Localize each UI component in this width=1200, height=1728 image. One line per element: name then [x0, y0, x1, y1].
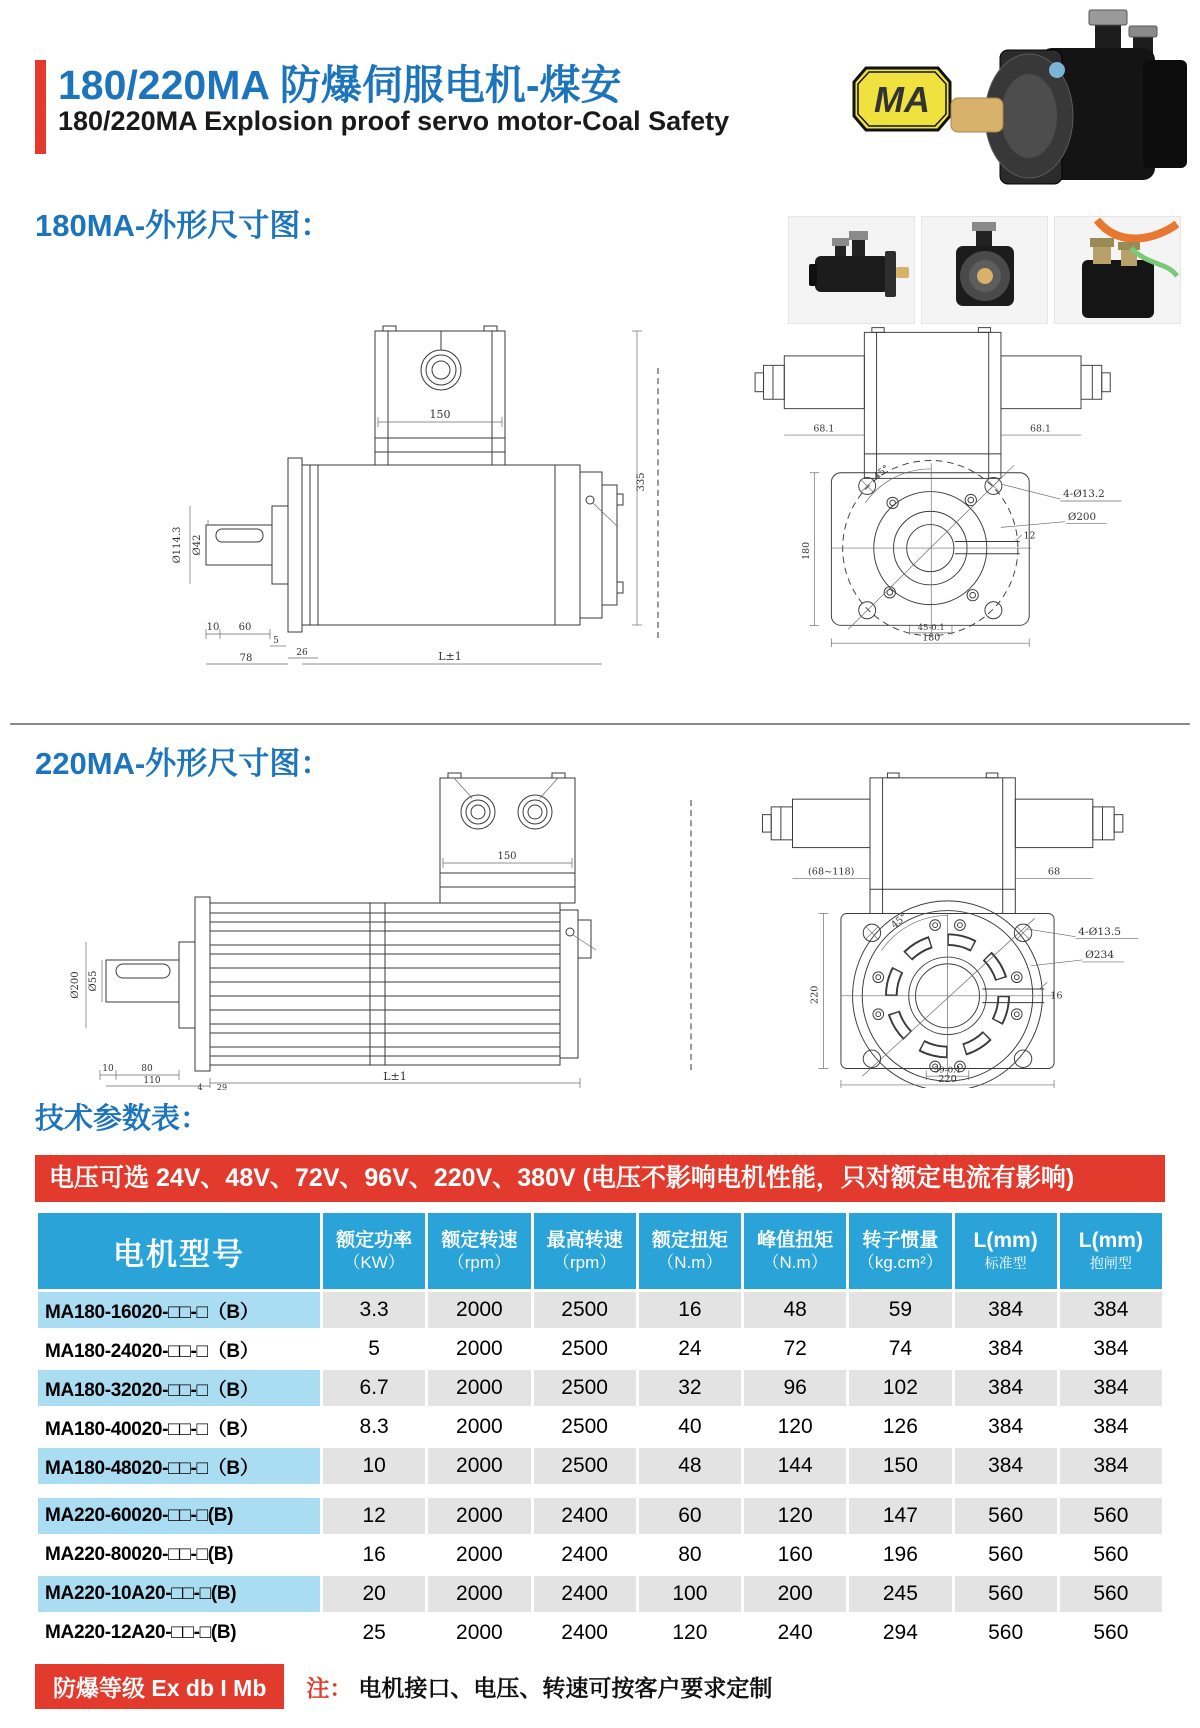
- value-cell: 5: [323, 1331, 425, 1367]
- table-header-row: [38, 1213, 1162, 1289]
- value-cell: 2000: [428, 1448, 530, 1484]
- value-cell: 16: [323, 1537, 425, 1573]
- dim-label: 10: [102, 1064, 114, 1074]
- dim-label: Ø234: [1085, 948, 1115, 962]
- column-header: 电机型号: [38, 1213, 320, 1289]
- model-cell: MA220-60020-□□-□(B): [38, 1498, 320, 1534]
- value-cell: 96: [744, 1370, 846, 1406]
- red-accent-bar: [35, 60, 46, 154]
- photo-thumbnails: [788, 216, 1181, 324]
- dim-label: 12: [1023, 530, 1036, 542]
- drawing-220ma-front-view: [715, 768, 1180, 1088]
- value-cell: 48: [639, 1448, 741, 1484]
- value-cell: 102: [849, 1370, 951, 1406]
- value-cell: 6.7: [323, 1370, 425, 1406]
- value-cell: 20: [323, 1576, 425, 1612]
- dim-label: Ø55: [88, 970, 99, 992]
- drawing-separator: [690, 800, 692, 1070]
- value-cell: 2000: [428, 1615, 530, 1651]
- value-cell: 10: [323, 1448, 425, 1484]
- value-cell: 384: [955, 1448, 1057, 1484]
- value-cell: 8.3: [323, 1409, 425, 1445]
- explosion-rating-badge: 防爆等级 Ex db I Mb: [35, 1664, 284, 1709]
- column-header: 转子惯量 （kg.cm²）: [849, 1213, 951, 1289]
- value-cell: 2000: [428, 1576, 530, 1612]
- dim-label: 150: [429, 408, 451, 421]
- dim-label: 68: [1047, 866, 1061, 878]
- value-cell: 560: [955, 1498, 1057, 1534]
- column-header: 最高转速 （rpm）: [534, 1213, 636, 1289]
- section-title-180ma: 180MA-外形尺寸图：: [35, 208, 332, 243]
- value-cell: 72: [744, 1331, 846, 1367]
- dim-label: 220: [809, 985, 821, 1005]
- value-cell: 2500: [534, 1448, 636, 1484]
- voltage-note-banner: 电压可选 24V、48V、72V、96V、220V、380V (电压不影响电机性能，只对额定电流有影响): [35, 1155, 1165, 1202]
- value-cell: 147: [849, 1498, 951, 1534]
- value-cell: 120: [639, 1615, 741, 1651]
- value-cell: 2400: [534, 1576, 636, 1612]
- value-cell: 25: [323, 1615, 425, 1651]
- dim-label: 5: [273, 636, 279, 646]
- page-subtitle: 180/220MA Explosion proof servo motor-Coal Safety: [58, 106, 730, 136]
- ma-logo-text: MA: [874, 79, 930, 120]
- value-cell: 2500: [534, 1409, 636, 1445]
- model-cell: MA220-80020-□□-□(B): [38, 1537, 320, 1573]
- value-cell: 245: [849, 1576, 951, 1612]
- column-header: 峰值扭矩 （N.m）: [744, 1213, 846, 1289]
- value-cell: 32: [639, 1370, 741, 1406]
- value-cell: 560: [1060, 1498, 1162, 1534]
- value-cell: 384: [1060, 1331, 1162, 1367]
- value-cell: 2000: [428, 1292, 530, 1328]
- table-row: [38, 1331, 1162, 1367]
- value-cell: 2400: [534, 1498, 636, 1534]
- dim-label: (68~118): [808, 866, 855, 878]
- table-row: [38, 1292, 1162, 1328]
- table-row: [38, 1409, 1162, 1445]
- model-cell: MA220-12A20-□□-□(B): [38, 1615, 320, 1651]
- value-cell: 384: [1060, 1448, 1162, 1484]
- note-label: 注：: [306, 1675, 353, 1701]
- value-cell: 80: [639, 1537, 741, 1573]
- value-cell: 560: [1060, 1537, 1162, 1573]
- dim-label: 4: [197, 1083, 203, 1090]
- value-cell: 2000: [428, 1370, 530, 1406]
- value-cell: 384: [955, 1331, 1057, 1367]
- dim-label: 45-0.1: [917, 622, 945, 633]
- value-cell: 2500: [534, 1292, 636, 1328]
- value-cell: 384: [955, 1292, 1057, 1328]
- column-header: L(mm) 标准型: [955, 1213, 1057, 1289]
- value-cell: 560: [955, 1576, 1057, 1612]
- product-photo-cables: [1054, 216, 1181, 324]
- value-cell: 120: [744, 1409, 846, 1445]
- dim-label: 60: [238, 622, 252, 633]
- value-cell: 196: [849, 1537, 951, 1573]
- value-cell: 384: [1060, 1370, 1162, 1406]
- dim-label: 16: [1050, 990, 1063, 1002]
- model-cell: MA220-10A20-□□-□(B): [38, 1576, 320, 1612]
- table-row: [38, 1576, 1162, 1612]
- column-header: 额定转速 （rpm）: [428, 1213, 530, 1289]
- spec-table: [35, 1210, 1165, 1654]
- dim-label: 180: [922, 632, 941, 644]
- footer: [35, 1664, 772, 1709]
- spec-table-body: [38, 1292, 1162, 1651]
- value-cell: 48: [744, 1292, 846, 1328]
- value-cell: 2500: [534, 1370, 636, 1406]
- dim-label: 150: [497, 851, 517, 862]
- value-cell: 12: [323, 1498, 425, 1534]
- value-cell: 384: [955, 1370, 1057, 1406]
- value-cell: 2500: [534, 1331, 636, 1367]
- value-cell: 24: [639, 1331, 741, 1367]
- value-cell: 150: [849, 1448, 951, 1484]
- product-photo-front: [921, 216, 1048, 324]
- model-cell: MA180-40020-□□-□（B）: [38, 1409, 320, 1445]
- product-photo-side: [788, 216, 915, 324]
- dim-label: 68.1: [813, 423, 835, 435]
- drawing-220ma-side-view: [40, 770, 640, 1090]
- dim-label: 10: [206, 622, 220, 633]
- dim-label: Ø42: [192, 534, 203, 556]
- dim-label: 78: [239, 653, 253, 664]
- drawing-180ma-front-view: [690, 322, 1180, 647]
- dim-label: 26: [296, 648, 308, 658]
- dim-label: L±1: [438, 650, 462, 663]
- model-cell: MA180-24020-□□-□（B）: [38, 1331, 320, 1367]
- value-cell: 560: [1060, 1615, 1162, 1651]
- section-divider: [10, 723, 1190, 725]
- drawing-separator: [657, 368, 659, 638]
- dim-label: 335: [636, 472, 647, 492]
- value-cell: 100: [639, 1576, 741, 1612]
- dim-label: 4-Ø13.5: [1078, 924, 1122, 938]
- table-row: [38, 1498, 1162, 1534]
- value-cell: 2000: [428, 1409, 530, 1445]
- value-cell: 384: [1060, 1409, 1162, 1445]
- dim-label: 4-Ø13.2: [1063, 488, 1105, 501]
- model-cell: MA180-32020-□□-□（B）: [38, 1370, 320, 1406]
- column-header: L(mm) 抱闸型: [1060, 1213, 1162, 1289]
- dim-label: 45°: [889, 911, 910, 931]
- dim-label: 220: [938, 1074, 957, 1086]
- value-cell: 2400: [534, 1537, 636, 1573]
- dim-label: 29: [216, 1083, 228, 1090]
- section-title-table: 技术参数表：: [35, 1103, 210, 1135]
- section-title-220ma: 220MA-外形尺寸图：: [35, 746, 332, 781]
- dim-label: 68.1: [1030, 423, 1051, 435]
- column-header: 额定扭矩 （N.m）: [639, 1213, 741, 1289]
- column-header: 额定功率 （KW）: [323, 1213, 425, 1289]
- value-cell: 126: [849, 1409, 951, 1445]
- value-cell: 384: [1060, 1292, 1162, 1328]
- value-cell: 160: [744, 1537, 846, 1573]
- model-cell: MA180-48020-□□-□（B）: [38, 1448, 320, 1484]
- dim-label: Ø200: [1067, 510, 1097, 523]
- model-cell: MA180-16020-□□-□（B）: [38, 1292, 320, 1328]
- dim-label: 59-0.1: [933, 1065, 962, 1076]
- value-cell: 74: [849, 1331, 951, 1367]
- table-row: [38, 1537, 1162, 1573]
- dim-label: 180: [800, 541, 812, 560]
- value-cell: 120: [744, 1498, 846, 1534]
- value-cell: 560: [955, 1615, 1057, 1651]
- dim-label: Ø200: [70, 971, 81, 999]
- value-cell: 144: [744, 1448, 846, 1484]
- table-row: [38, 1448, 1162, 1484]
- dim-label: L±1: [383, 1070, 407, 1083]
- dim-label: 110: [143, 1076, 161, 1086]
- table-row: [38, 1370, 1162, 1406]
- value-cell: 60: [639, 1498, 741, 1534]
- value-cell: 240: [744, 1615, 846, 1651]
- value-cell: 560: [955, 1537, 1057, 1573]
- value-cell: 2000: [428, 1331, 530, 1367]
- value-cell: 200: [744, 1576, 846, 1612]
- ma-certification-logo: [852, 66, 952, 132]
- value-cell: 2400: [534, 1615, 636, 1651]
- value-cell: 2000: [428, 1498, 530, 1534]
- value-cell: 3.3: [323, 1292, 425, 1328]
- group-gap-row: [38, 1487, 1162, 1495]
- value-cell: 560: [1060, 1576, 1162, 1612]
- value-cell: 59: [849, 1292, 951, 1328]
- value-cell: 16: [639, 1292, 741, 1328]
- dim-label: 45°: [871, 463, 892, 483]
- dim-label: 80: [141, 1064, 153, 1074]
- value-cell: 40: [639, 1409, 741, 1445]
- value-cell: 294: [849, 1615, 951, 1651]
- spec-table-wrap: [35, 1210, 1165, 1654]
- dim-label: Ø114.3: [172, 526, 183, 564]
- product-photo-main: [945, 8, 1195, 198]
- table-row: [38, 1615, 1162, 1651]
- value-cell: 2000: [428, 1537, 530, 1573]
- value-cell: 384: [955, 1409, 1057, 1445]
- page-title: 180/220MA 防爆伺服电机-煤安: [58, 62, 622, 108]
- drawing-180ma-side-view: [150, 322, 650, 667]
- note-text: 电机接口、电压、转速可按客户要求定制: [358, 1675, 773, 1701]
